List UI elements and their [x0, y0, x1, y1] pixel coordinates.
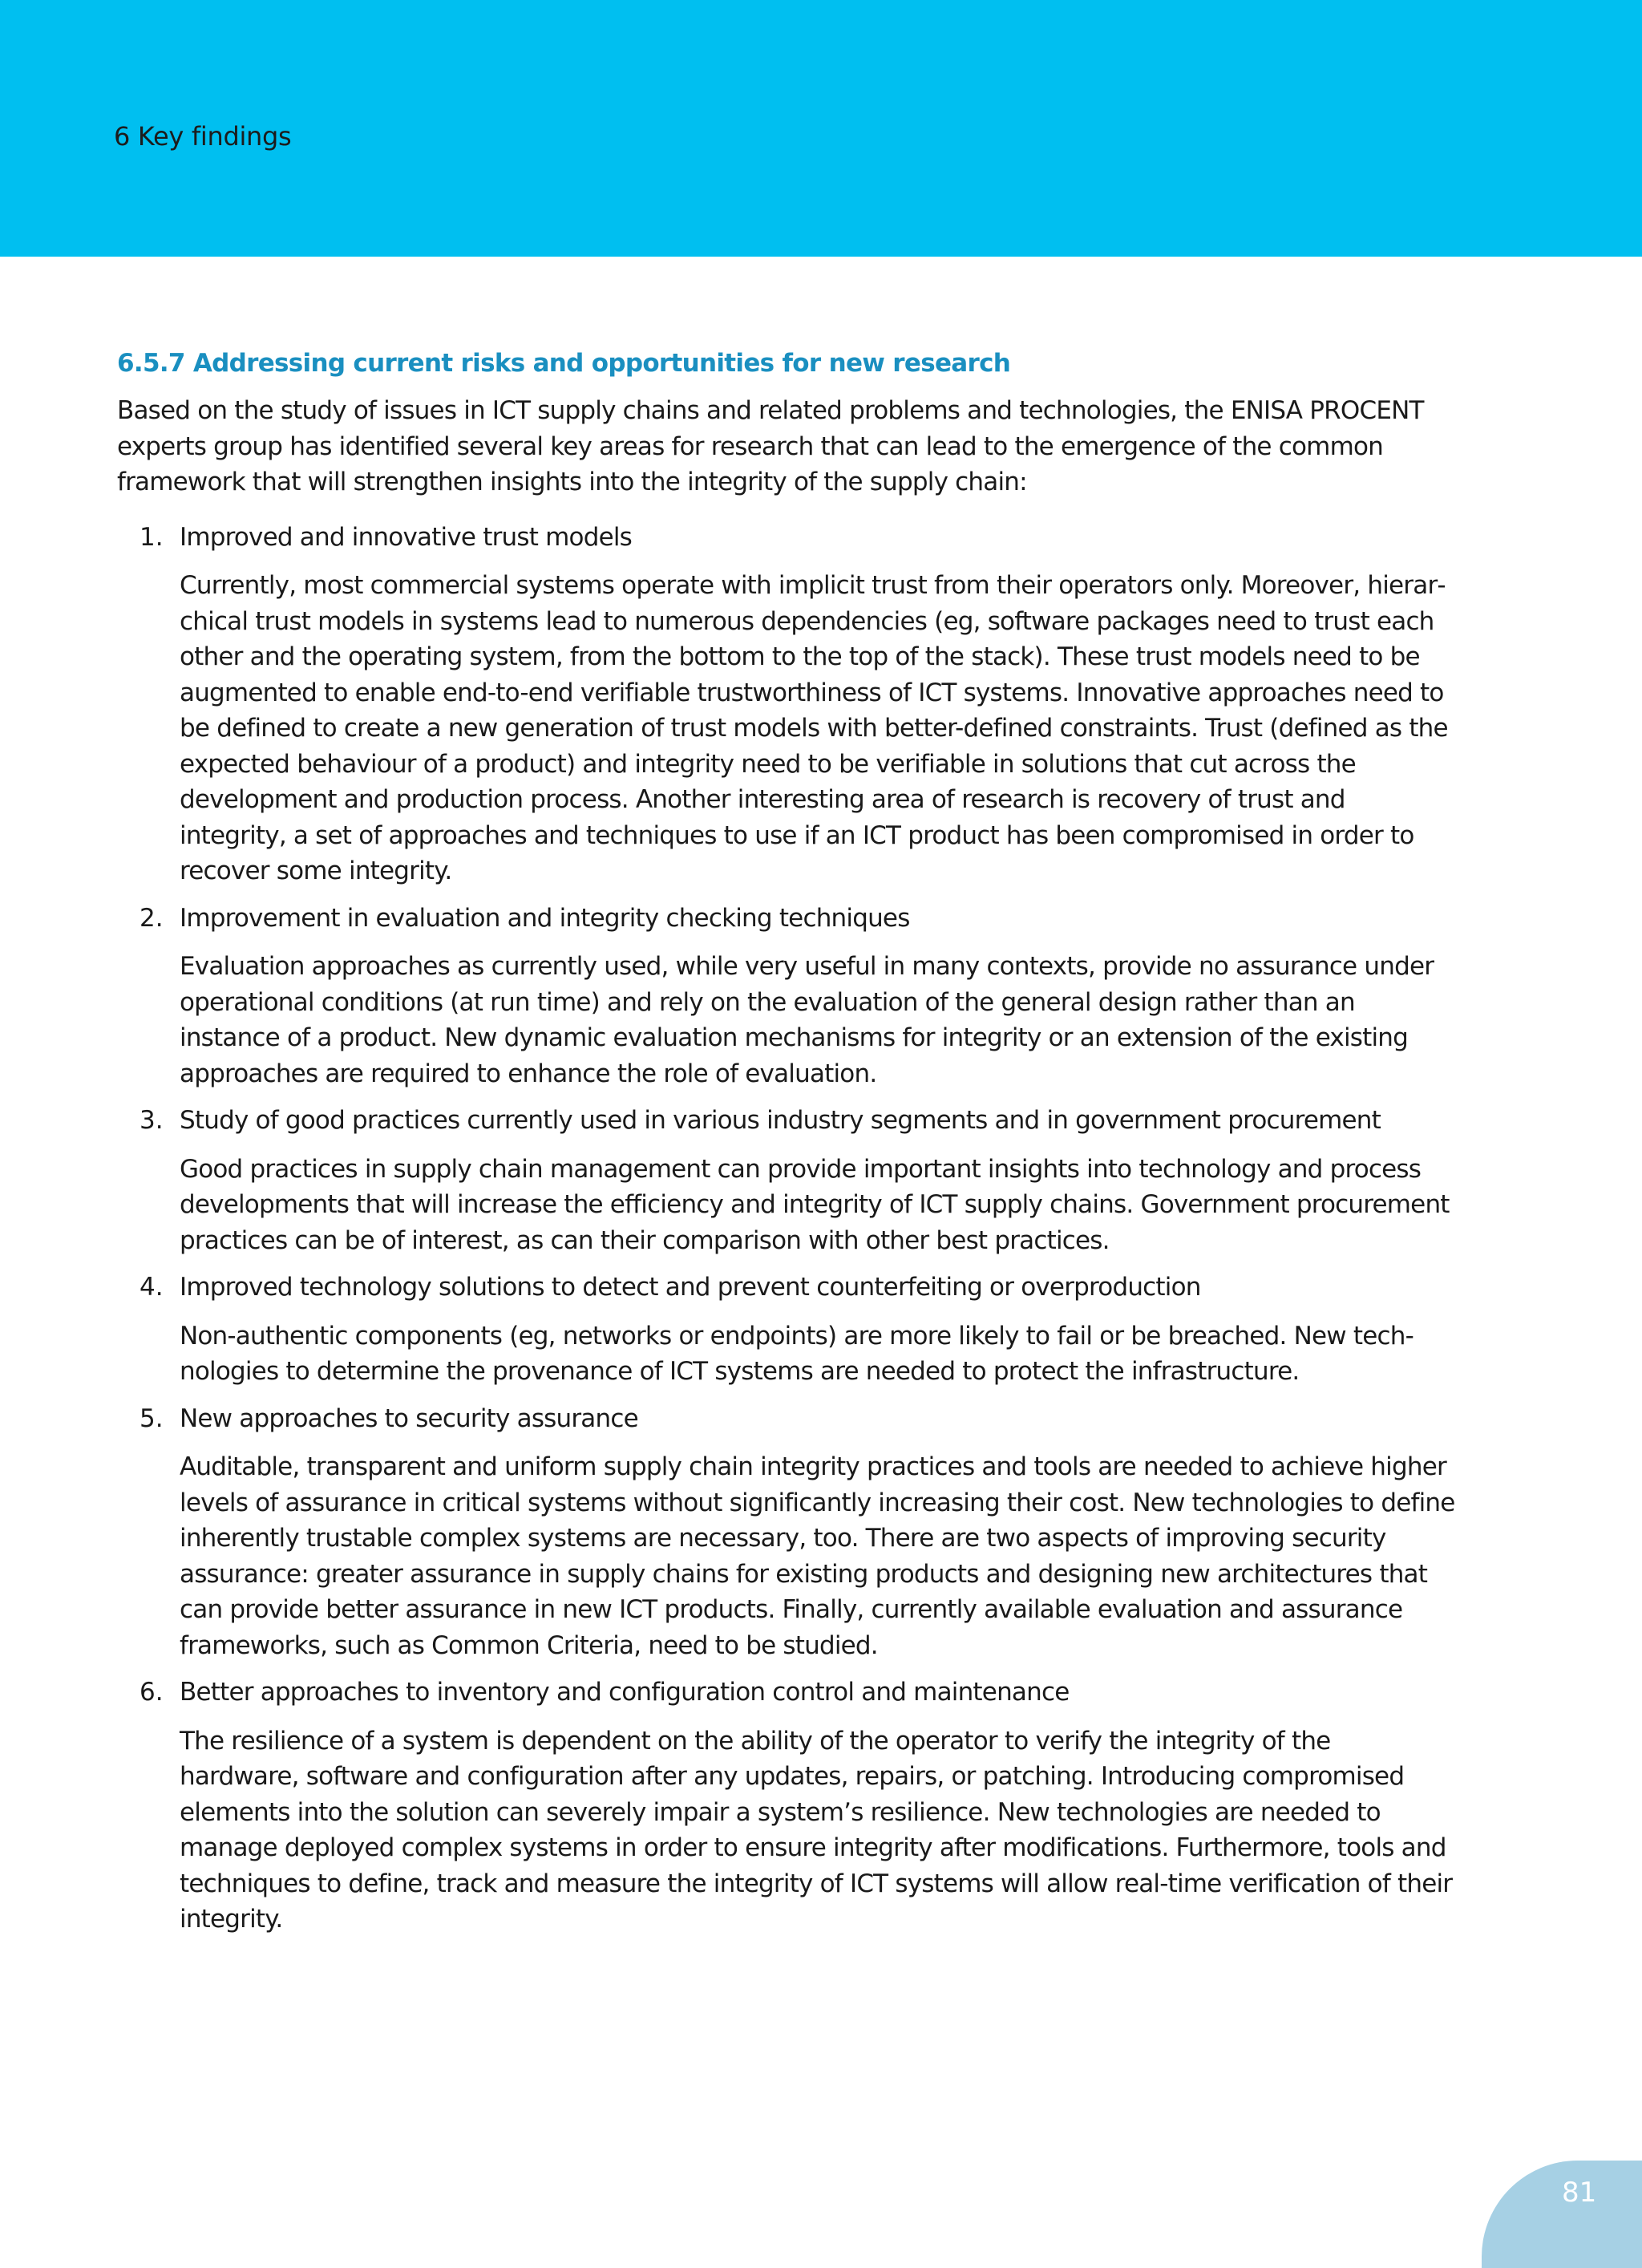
item-number: 6. [140, 1678, 164, 1707]
section-title: 6.5.7 Addressing current risks and opportunities for new research [117, 349, 1011, 378]
item-title: New approaches to security assurance [180, 1403, 638, 1433]
item-body: Evaluation approaches as currently used, while very useful in many contexts, provide no assurance under operational conditions (at run time) and rely on the evaluation of the general design rather than an instance of a product. New dynamic evaluation mechanisms for integrity or an extension of the existing approaches are required to enhance the role of evaluation. [180, 952, 1434, 1088]
item-title: Improved technology solutions to detect and prevent counterfeiting or overproduction [180, 1273, 1201, 1302]
item-number: 4. [140, 1273, 164, 1302]
page-number: 81 [1562, 2177, 1597, 2209]
item-title: Better approaches to inventory and configuration control and maintenance [180, 1678, 1070, 1707]
chapter-title: 6 Key findings [114, 121, 292, 152]
item-title: Study of good practices currently used in various industry segments and in government procurement [180, 1106, 1381, 1135]
intro-paragraph: Based on the study of issues in ICT supply chains and related problems and technologies, the ENISA PROCENT experts group has identified several key areas for research that can lead to the emergence of the common framework that will strengthen insights into the integrity of the supply chain: [117, 396, 1424, 496]
list-item [117, 1675, 1456, 1938]
item-body: Currently, most commercial systems operate with implicit trust from their operators only. Moreover, hierarchical trust models in systems lead to numerous dependencies (eg, software packages need to trust each other and the operating system, from the bottom to the top of the stack). These trust models need to be augmented to enable end-to-end verifiable trustworthiness of ICT systems. Innovative approaches need to be defined to create a new generation of trust models with better-defined constraints. Trust (defined as the expected behaviour of a product) and integrity need to be verifiable in solutions that cut across the development and production process. Another interesting area of research is recovery of trust and integrity, a set of approaches and techniques to use if an ICT product has been compromised in order to recover some integrity. [180, 571, 1448, 885]
list-item [117, 1401, 1456, 1664]
item-number: 2. [140, 903, 164, 933]
list-item [117, 901, 1456, 1092]
item-body: Auditable, transparent and uniform supply chain integrity practices and tools are needed to achieve higher levels of assurance in critical systems without significantly increasing their cost. New technologies to define inherently trustable complex systems are necessary, too. There are two aspects of improving security assurance: greater assurance in supply chains for existing products and designing new architectures that can provide better assurance in new ICT products. Finally, currently available evaluation and assurance frameworks, such as Common Criteria, need to be studied. [180, 1452, 1455, 1660]
item-number: 5. [140, 1403, 164, 1433]
main-content [117, 340, 1456, 1949]
item-number: 1. [140, 522, 164, 552]
item-body: The resilience of a system is dependent on the ability of the operator to verify the integrity of the hardware, software and configuration after any updates, repairs, or patching. Introducing compromised elements into the solution can severely impair a system’s resilience. New technologies are needed to manage deployed complex systems in order to ensure integrity after modifications. Furthermore, tools and techniques to define, track and measure the integrity of ICT systems will allow real-time verification of their integrity. [180, 1726, 1453, 1934]
item-number: 3. [140, 1106, 164, 1135]
list-item [117, 520, 1456, 889]
item-body: Non-authentic components (eg, networks or endpoints) are more likely to fail or be breached. New technologies to determine the provenance of ICT systems are needed to protect the infrastructure. [180, 1321, 1414, 1386]
item-title: Improvement in evaluation and integrity checking techniques [180, 903, 910, 933]
list-item [117, 1270, 1456, 1390]
item-title: Improved and innovative trust models [180, 522, 633, 552]
item-body: Good practices in supply chain management can provide important insights into technology and process developments that will increase the efficiency and integrity of ICT supply chains. Government procurement practices can be of interest, as can their comparison with other best practices. [180, 1154, 1450, 1255]
findings-list [117, 520, 1456, 1938]
list-item [117, 1103, 1456, 1258]
